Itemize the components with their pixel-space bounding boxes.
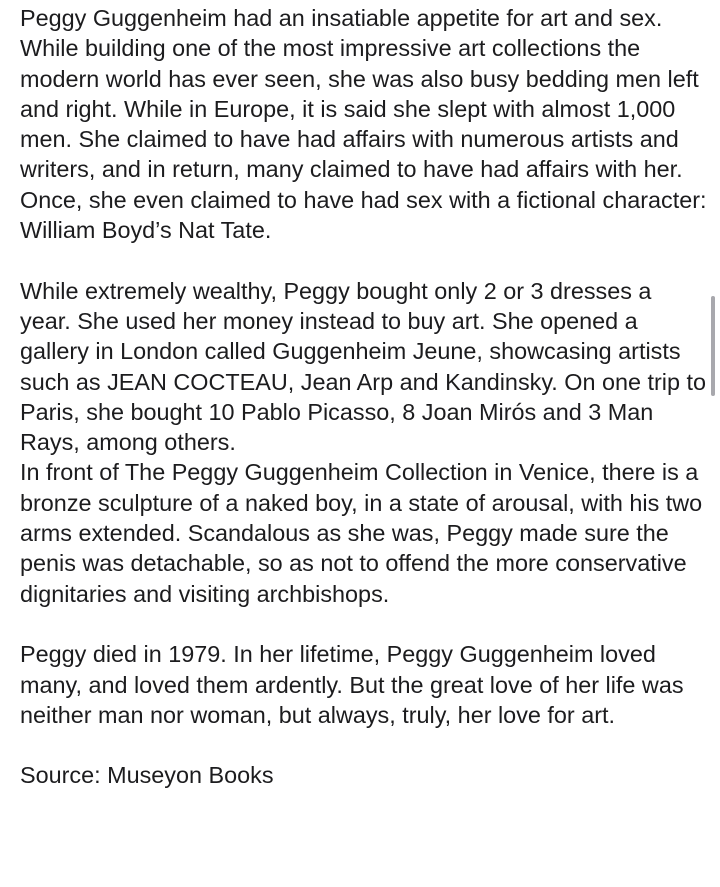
paragraph-spacer — [20, 245, 708, 275]
paragraph-sculpture: In front of The Peggy Guggenheim Collection in Venice, there is a bronze sculpture of a naked boy, in a state of arousal, with his two arms extended. Scandalous as she was, Peggy made sure the penis was detachable, so as not to offend the more conservative dignitaries and visiting archbishops. — [20, 459, 703, 607]
source-line: Source: Museyon Books — [20, 762, 274, 789]
paragraph-spacer — [20, 609, 708, 639]
vertical-scrollbar[interactable] — [711, 296, 715, 396]
paragraph-wealth: While extremely wealthy, Peggy bought only 2 or 3 dresses a year. She used her money instead to buy art. She opened a gallery in London called Guggenheim Jeune, showcasing artists such as JEAN COCTEAU, Jean Arp and Kandinsky. On one trip to Paris, she bought 10 Pablo Picasso, 8 Joan Mirós and 3 Man Rays, among others. — [20, 277, 707, 456]
article-body — [20, 3, 708, 791]
paragraph-spacer — [20, 730, 708, 760]
paragraph-appetite: Peggy Guggenheim had an insatiable appetite for art and sex. While building one of the most impressive art collections the modern world has ever seen, she was also busy bedding men left and right. While in Europe, it is said she slept with almost 1,000 men. She claimed to have had affairs with numerous artists and writers, and in return, many claimed to have had affairs with her. Once, she even claimed to have had sex with a fictional character: William Boyd’s Nat Tate. — [20, 5, 707, 244]
paragraph-legacy: Peggy died in 1979. In her lifetime, Peggy Guggenheim loved many, and loved them ardently. But the great love of her life was neither man nor woman, but always, truly, her love for art. — [20, 641, 684, 728]
